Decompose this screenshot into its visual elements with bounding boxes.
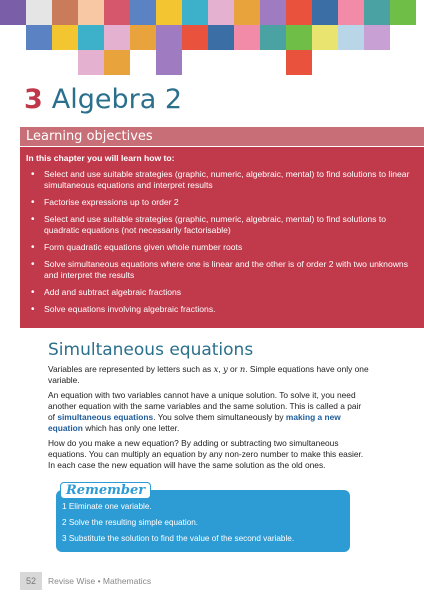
mosaic-tile — [390, 0, 416, 25]
learning-objectives-box — [20, 147, 424, 328]
page-number: 52 — [20, 572, 42, 590]
text-span: . You solve them simultaneously by — [153, 412, 286, 422]
chapter-title — [24, 84, 182, 120]
mosaic-tile — [364, 0, 390, 25]
keyword-making-new-equation: making a new equation — [48, 412, 341, 433]
mosaic-tile — [78, 50, 104, 75]
section-heading: Simultaneous equations — [48, 340, 254, 360]
mosaic-tile — [26, 0, 52, 25]
remember-list — [62, 499, 294, 547]
mosaic-tile — [104, 0, 130, 25]
text-span: which has only one letter. — [82, 423, 180, 433]
objective-item: • Add and subtract algebraic fractions — [26, 287, 414, 298]
simultaneous-equations-section — [48, 340, 370, 475]
remember-item: 3 Substitute the solution to find the value of the second variable. — [62, 534, 295, 543]
mosaic-tile — [156, 0, 182, 25]
mosaic-tile — [104, 50, 130, 75]
header-mosaic — [0, 0, 424, 80]
mosaic-tile — [338, 0, 364, 25]
mosaic-tile — [78, 25, 104, 50]
objective-item: • Factorise expressions up to order 2 — [26, 197, 414, 208]
mosaic-tile — [260, 0, 286, 25]
mosaic-tile — [78, 0, 104, 25]
paragraph-two-variables — [48, 390, 370, 434]
footer-text: Revise Wise • Mathematics — [48, 576, 152, 586]
objective-item: • Select and use suitable strategies (graphic, numeric, algebraic, mental) to find solutions to quadratic equations (not necessarily factorisable) — [26, 214, 414, 236]
chapter-name: Algebra 2 — [51, 84, 183, 115]
mosaic-tile — [182, 0, 208, 25]
mosaic-tile — [130, 25, 156, 50]
mosaic-tile — [104, 25, 130, 50]
variable-y: y — [222, 364, 228, 374]
mosaic-tile — [286, 0, 312, 25]
mosaic-tile — [312, 25, 338, 50]
mosaic-tile — [286, 50, 312, 75]
variable-x: x — [213, 364, 219, 374]
footer — [20, 572, 151, 590]
remember-title: Remember — [60, 482, 151, 499]
mosaic-tile — [156, 50, 182, 75]
objective-item: • Solve equations involving algebraic fractions. — [26, 304, 414, 315]
learning-objectives-list — [26, 169, 414, 315]
paragraph-variables — [48, 364, 370, 386]
learning-objectives-header: Learning objectives — [20, 127, 424, 146]
text-span: or — [227, 364, 240, 374]
paragraph-new-equation: How do you make a new equation? By adding or subtracting two simultaneous equations. You can multiply an equation by any non-zero number to make this easier. In each case the new equation will have the same solution as the old ones. — [48, 438, 364, 470]
text-span: An equation with two variables cannot have a unique solution. To solve it, you need another equation with the same variables and the same solution. This is called a pair of — [48, 390, 362, 422]
mosaic-tile — [286, 25, 312, 50]
mosaic-tile — [156, 25, 182, 50]
learning-objectives-intro: In this chapter you will learn how to: — [26, 153, 175, 163]
mosaic-tile — [0, 0, 26, 25]
mosaic-tile — [26, 25, 52, 50]
remember-item: 1 Eliminate one variable. — [62, 502, 152, 511]
objective-item: • Solve simultaneous equations where one is linear and the other is of order 2 with two unknowns and interpret the results — [26, 259, 414, 281]
chapter-number: 3 — [24, 84, 43, 115]
text-span: Variables are represented by letters such as — [48, 364, 214, 374]
mosaic-tile — [182, 25, 208, 50]
objective-item: • Select and use suitable strategies (graphic, numeric, algebraic, mental) to find solutions to linear simultaneous equations and interpret results — [26, 169, 414, 191]
mosaic-tile — [208, 0, 234, 25]
mosaic-tile — [234, 25, 260, 50]
text-span: , — [218, 364, 223, 374]
remember-item: 2 Solve the resulting simple equation. — [62, 518, 199, 527]
keyword-simultaneous-equations: simultaneous equations — [57, 412, 154, 422]
mosaic-tile — [208, 25, 234, 50]
mosaic-tile — [338, 25, 364, 50]
mosaic-tile — [52, 25, 78, 50]
mosaic-tile — [364, 25, 390, 50]
mosaic-tile — [260, 25, 286, 50]
text-span: . Simple equations have only one variable. — [48, 364, 369, 385]
objective-item: • Form quadratic equations given whole number roots — [26, 242, 414, 253]
mosaic-tile — [312, 0, 338, 25]
mosaic-tile — [234, 0, 260, 25]
variable-n: n — [239, 364, 246, 374]
mosaic-tile — [130, 0, 156, 25]
mosaic-tile — [52, 0, 78, 25]
